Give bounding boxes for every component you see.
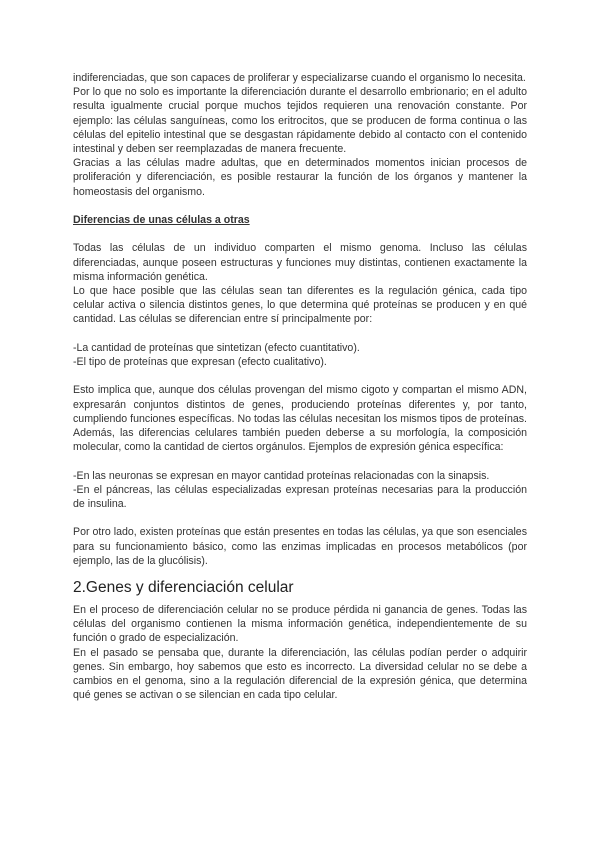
list-item-type: -El tipo de proteínas que expresan (efecto cualitativo).	[73, 356, 327, 369]
list-item-quantity: -La cantidad de proteínas que sintetizan (efecto cuantitativo).	[73, 341, 360, 354]
differences-paragraph-4: Por otro lado, existen proteínas que están presentes en todas las células, ya que son esenciales para su funcionamiento básico, como las enzimas implicadas en procesos metabólicos (por ejemplo, las de la glucólisis).	[73, 526, 527, 567]
differences-paragraph-2: Lo que hace posible que las células sean tan diferentes es la regulación génica, cada tipo celular activa o silencia distintos genes, lo que determina qué proteínas se producen y en qué cantidad. Las células se diferencian entre sí principalmente por:	[73, 285, 527, 326]
genes-paragraph-2: En el pasado se pensaba que, durante la diferenciación, las células podían perder o adquirir genes. Sin embargo, hoy sabemos que esto es incorrecto. La diversidad celular no se debe a cambios en el genoma, sino a la regulación diferencial de la expresión génica, que determina qué genes se activan o se silencian en cada tipo celular.	[73, 646, 527, 702]
intro-paragraph-2: Por lo que no solo es importante la diferenciación durante el desarrollo embrionario; en el adulto resulta igualmente crucial porque muchos tejidos requieren una renovación constante. Por ejemplo: las células sanguíneas, como los eritrocitos, que se producen de forma continua o las células del epitelio intestinal que se desgastan rápidamente debido al contacto con el contenido intestinal y deben ser reemplazadas de manera frecuente.	[73, 86, 527, 156]
differences-paragraph-1: Todas las células de un individuo comparten el mismo genoma. Incluso las células diferenciadas, aunque poseen estructuras y funciones muy distintas, contienen exactamente la misma información genética.	[73, 242, 527, 283]
list-item-neurons: -En las neuronas se expresan en mayor cantidad proteínas relacionadas con la sinapsis.	[73, 469, 490, 482]
differences-paragraph-3: Esto implica que, aunque dos células provengan del mismo cigoto y compartan el mismo ADN, expresarán conjuntos distintos de genes, produciendo proteínas diferentes y, por tanto, cumpliendo funciones específicas. No todas las células necesitan los mismos tipos de proteínas. Además, las diferencias celulares también pueden deberse a su morfología, la composición molecular, como la cantidad de ciertos orgánulos. Ejemplos de expresión génica específica:	[73, 384, 527, 454]
genes-paragraph-1: En el proceso de diferenciación celular no se produce pérdida ni ganancia de genes. Todas las células del organismo contienen la misma información genética, independientemente de su función o grado de especialización.	[73, 604, 527, 645]
section-heading-genes: 2.Genes y diferenciación celular	[73, 579, 294, 597]
list-item-pancreas: -En el páncreas, las células especializadas expresan proteínas necesarias para la producción de insulina.	[73, 483, 527, 511]
intro-paragraph-3: Gracias a las células madre adultas, que en determinados momentos inician procesos de proliferación y diferenciación, es posible restaurar la función de los órganos y mantener la homeostasis del organismo.	[73, 157, 527, 198]
section-heading-differences: Diferencias de unas células a otras	[73, 214, 250, 227]
intro-paragraph-1: indiferenciadas, que son capaces de proliferar y especializarse cuando el organismo lo necesita.	[73, 72, 526, 84]
